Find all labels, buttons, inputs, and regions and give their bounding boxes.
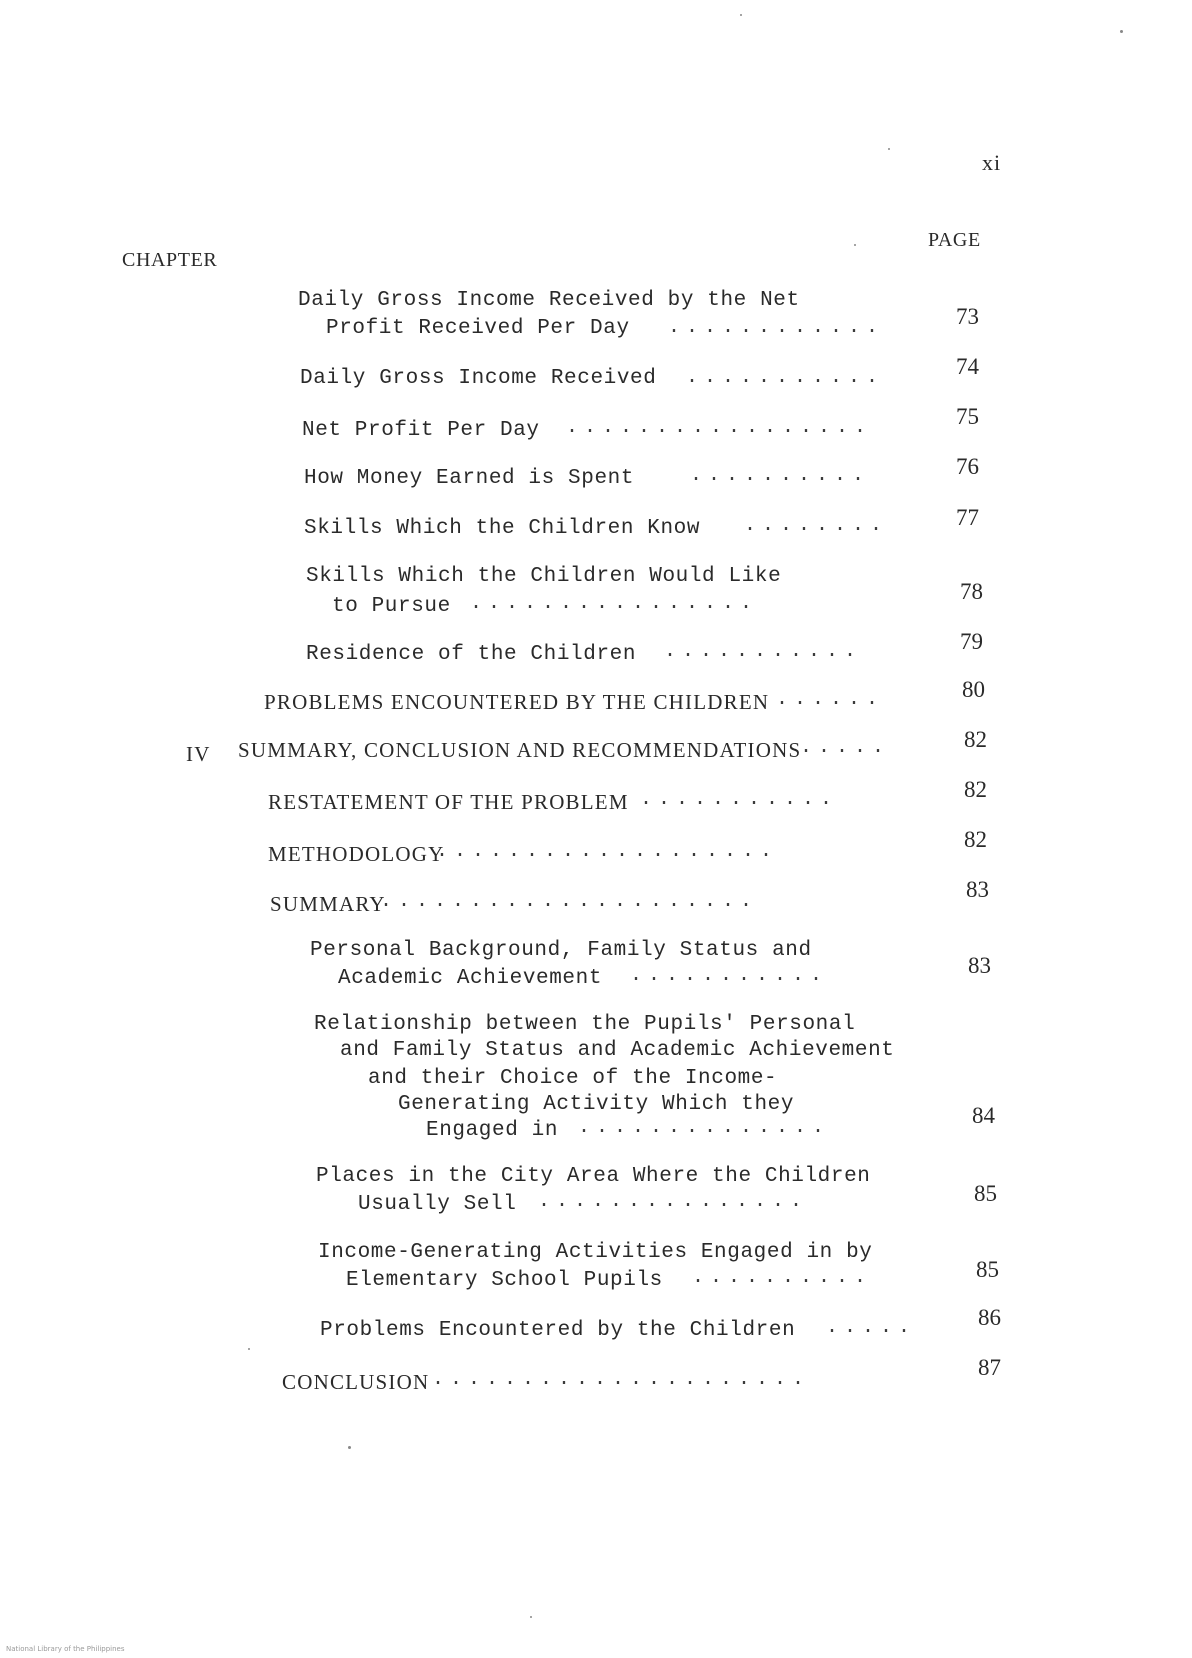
page-number: xi (982, 150, 1002, 175)
chapter-column-heading: CHAPTER (122, 249, 218, 271)
toc-entry-page: 77 (956, 505, 979, 530)
toc-entry-page: 75 (956, 404, 979, 429)
toc-entry-title-line: Daily Gross Income Received (300, 367, 657, 390)
toc-entry-page: 86 (978, 1305, 1001, 1330)
leader-dots: ........ (744, 514, 889, 537)
scan-speck (348, 1446, 351, 1449)
scan-speck (740, 14, 742, 16)
scan-footer-text: National Library of the Philippines (6, 1645, 125, 1653)
leader-dots: ................ (470, 592, 759, 615)
leader-dots: .............. (578, 1116, 831, 1139)
toc-entry-page: 80 (962, 677, 985, 702)
leader-dots: ................... (436, 840, 779, 863)
toc-entry-page: 78 (960, 579, 983, 604)
toc-entry-title-line: Net Profit Per Day (302, 419, 540, 442)
toc-entry-page: 82 (964, 777, 987, 802)
leader-dots: ............... (538, 1190, 809, 1213)
toc-entry-title-line: Generating Activity Which they (398, 1093, 795, 1116)
toc-entry-title-line: and their Choice of the Income- (368, 1067, 778, 1090)
toc-section-title: PROBLEMS ENCOUNTERED BY THE CHILDREN (264, 690, 770, 714)
leader-dots: ..................... (432, 1368, 811, 1391)
toc-entry-title-line: to Pursue (332, 595, 451, 618)
chapter-title: SUMMARY, CONCLUSION AND RECOMMENDATIONS (238, 738, 802, 762)
toc-entry-title-line: Residence of the Children (306, 643, 637, 666)
leader-dots: ..................... (380, 890, 759, 913)
toc-entry-title-line: Elementary School Pupils (346, 1269, 663, 1292)
toc-entry-title-line: Profit Received Per Day (326, 317, 630, 340)
toc-entry-page: 85 (974, 1181, 997, 1206)
leader-dots: ..... (826, 1316, 917, 1339)
scan-speck (530, 1616, 532, 1618)
leader-dots: ............ (668, 316, 885, 339)
toc-entry-page: 84 (972, 1103, 995, 1128)
toc-entry-page: 83 (966, 877, 989, 902)
toc-entry-title-line: Daily Gross Income Received by the Net (298, 289, 800, 312)
toc-entry-page: 73 (956, 304, 979, 329)
toc-entry-title-line: How Money Earned is Spent (304, 467, 635, 490)
page-column-heading: PAGE (928, 229, 981, 251)
toc-entry-title-line: and Family Status and Academic Achievement (340, 1039, 895, 1062)
leader-dots: .......... (690, 464, 871, 487)
leader-dots: ........... (686, 366, 885, 389)
toc-entry-page: 85 (976, 1257, 999, 1282)
leader-dots: ........... (630, 964, 829, 987)
leader-dots: ..... (800, 736, 891, 759)
chapter-number: IV (186, 742, 211, 766)
toc-entry-title-line: Skills Which the Children Know (304, 517, 701, 540)
leader-dots: ........... (640, 788, 839, 811)
toc-entry-title-line: Income-Generating Activities Engaged in by (318, 1241, 873, 1264)
leader-dots: .......... (692, 1266, 873, 1289)
toc-entry-title-line: Engaged in (426, 1119, 559, 1142)
toc-entry-title-line: Relationship between the Pupils' Personal (314, 1013, 856, 1036)
scan-speck (854, 244, 856, 246)
toc-section-title: SUMMARY (270, 892, 386, 916)
leader-dots: ................. (566, 416, 873, 439)
toc-entry-title-line: Skills Which the Children Would Like (306, 565, 782, 588)
toc-entry-title-line: Personal Background, Family Status and (310, 939, 812, 962)
toc-entry-title-line: Places in the City Area Where the Children (316, 1165, 871, 1188)
toc-entry-title-line: Problems Encountered by the Children (320, 1319, 796, 1342)
scan-speck (1120, 30, 1123, 33)
toc-section-title: RESTATEMENT OF THE PROBLEM (268, 790, 629, 814)
leader-dots: ........... (664, 640, 863, 663)
scan-speck (888, 148, 890, 150)
scan-speck (248, 1348, 250, 1350)
toc-entry-page: 74 (956, 354, 979, 379)
toc-section-title: METHODOLOGY (268, 842, 445, 866)
toc-entry-title-line: Academic Achievement (338, 967, 603, 990)
toc-entry-page: 82 (964, 827, 987, 852)
leader-dots: ...... (776, 688, 885, 711)
toc-entry-page: 82 (964, 727, 987, 752)
toc-entry-page: 76 (956, 454, 979, 479)
toc-entry-page: 87 (978, 1355, 1001, 1380)
toc-entry-page: 79 (960, 629, 983, 654)
toc-entry-page: 83 (968, 953, 991, 978)
toc-entry-title-line: Usually Sell (358, 1193, 517, 1216)
toc-section-title: CONCLUSION (282, 1370, 430, 1394)
